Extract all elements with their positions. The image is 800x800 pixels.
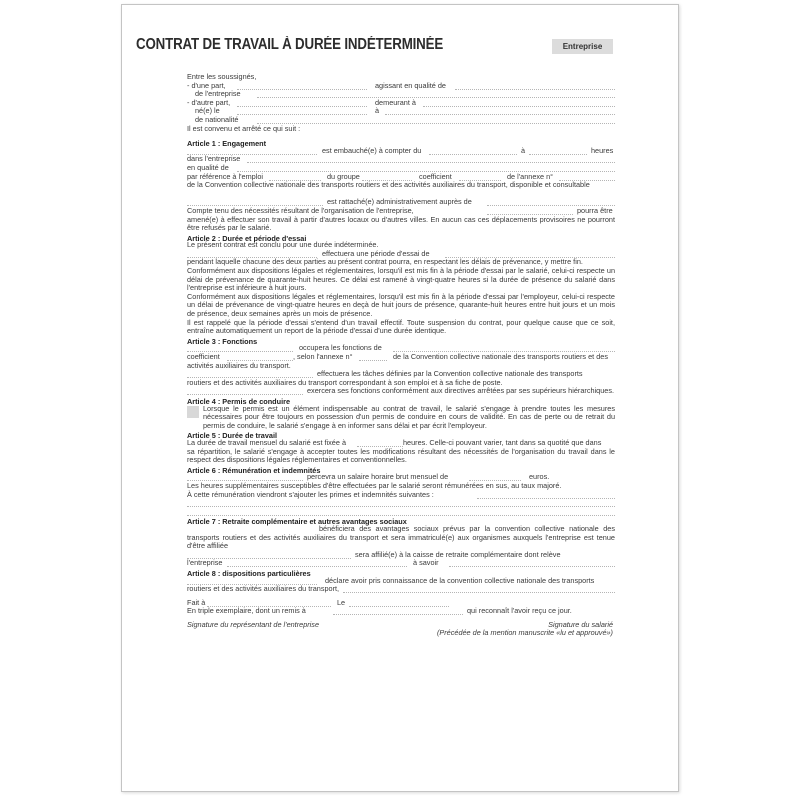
- entreprise-badge: Entreprise: [552, 39, 613, 54]
- agissant-label: agissant en qualité de: [375, 80, 446, 90]
- art1-coef: coefficient: [419, 171, 452, 181]
- art1-ref: par référence à l'emploi: [187, 171, 264, 181]
- art1-entreprise: dans l'entreprise: [187, 154, 241, 164]
- art7-savoir: à savoir: [413, 558, 439, 568]
- art1-title: Article 1 : Engagement: [187, 139, 267, 149]
- art7-sera: sera affilié(e) à la caisse de retraite complémentaire dont relève: [355, 549, 561, 559]
- party2-label: - d'autre part,: [187, 97, 231, 107]
- art1-embauche: est embauché(e) à compter du: [322, 145, 422, 155]
- permis-checkbox[interactable]: [187, 406, 199, 418]
- reconnait-label: qui reconnaît l'avoir reçu ce jour.: [467, 606, 572, 616]
- art6-l3: À cette rémunération viendront s'ajouter les primes et indemnités suivantes :: [187, 489, 434, 499]
- art6-euros: euros.: [529, 472, 550, 482]
- art3-selon: , selon l'annexe n°: [293, 352, 353, 362]
- art8-title: Article 8 : dispositions particulières: [187, 568, 311, 578]
- header: [136, 36, 616, 56]
- art1-groupe: du groupe: [327, 171, 360, 181]
- mention-manuscrite: (Précédée de la mention manuscrite «lu et approuvé»): [436, 628, 613, 638]
- art3-activites: activités auxiliaires du transport.: [187, 360, 291, 370]
- art2-l3: pendant laquelle chacune des deux parties au présent contrat pourra, en respectant les délais de prévenance, y mettre fin.: [187, 257, 583, 267]
- art3-title: Article 3 : Fonctions: [187, 336, 258, 346]
- convenu-text: Il est convenu et arrêté ce qui suit :: [187, 123, 301, 133]
- art2-p2: Conformément aux dispositions légales et réglementaires, lorsqu'il est mis fin à la période d'essai par l'employeur, celui-ci respecte un délai de prévenance de vingt-quatre heures en deçà de huit jours de présence, quarante-huit heures entre huit jours et un mois de présence, deux semaines après un mois de présence.: [187, 291, 615, 319]
- art1-a: à: [521, 145, 526, 155]
- triple-label: En triple exemplaire, dont un remis à: [187, 606, 306, 616]
- art3-effectuera: effectuera les tâches définies par la Convention collective nationale des transports: [317, 369, 583, 379]
- art7-entreprise: l'entreprise: [187, 558, 223, 568]
- art8-l2: routiers et des activités auxiliaires du transport,: [187, 584, 340, 594]
- art1-pourra: pourra être: [577, 205, 613, 215]
- lieu-label: à: [375, 106, 380, 116]
- intro-text: Entre les soussignés,: [187, 72, 257, 81]
- art4-text: Lorsque le permis est un élément indispensable au contrat de travail, le salarié s'engage à prendre toutes les mesures nécessaires pour être toujours en possession d'un permis de conduire en cours de validité. En cas de perte ou de retrait du permis de conduire, le salarié s'engage à en informer sans délai et par écrit l'employeur.: [203, 403, 615, 430]
- page-title: CONTRAT DE TRAVAIL À DURÉE INDÉTERMINÉE: [136, 36, 444, 53]
- art5-l1a: La durée de travail mensuel du salarié est fixée à: [187, 437, 347, 447]
- art1-heures: heures: [591, 145, 614, 155]
- art2-p3: Il est rappelé que la période d'essai s'entend d'un travail effectif. Toute suspension du contrat, pour quelque cause que ce soit, entraîne automatiquement un report de la période d'essai d'une durée identique.: [187, 317, 615, 336]
- nationalite-label: de nationalité: [195, 114, 239, 124]
- art1-qualite: en qualité de: [187, 162, 229, 172]
- art3-exercera: exercera ses fonctions conformément aux directives arrêtées par ses supérieurs hiérarchiques.: [307, 386, 615, 396]
- art3-routiers: routiers et des activités auxiliaires du transport correspondant à son emploi et à sa fiche de poste.: [187, 377, 503, 387]
- contract-body: [187, 73, 615, 638]
- art3-conv: de la Convention collective nationale des transports routiers et des: [393, 352, 608, 362]
- entreprise-label: de l'entreprise: [195, 89, 241, 99]
- le-label: Le: [337, 597, 346, 607]
- art5-title: Article 5 : Durée de travail: [187, 431, 278, 441]
- art1-compte-tenu: Compte tenu des nécessités résultant de l'organisation de l'entreprise,: [187, 205, 414, 215]
- art7-title: Article 7 : Retraite complémentaire et autres avantages sociaux: [187, 517, 407, 527]
- naissance-label: né(e) le: [195, 106, 220, 116]
- art6-l2: Les heures supplémentaires susceptibles d'être effectuées par le salarié seront rémunérées en sus, au taux majoré.: [187, 480, 562, 490]
- art4-title: Article 4 : Permis de conduire: [187, 397, 291, 406]
- art2-l2: effectuera une période d'essai de: [322, 248, 430, 258]
- art1-annexe: de l'annexe n°: [507, 171, 554, 181]
- art3-coef: coefficient: [187, 352, 220, 362]
- signature-entreprise: Signature du représentant de l'entreprise: [187, 619, 320, 629]
- party1-label: - d'une part,: [187, 80, 226, 90]
- art2-title: Article 2 : Durée et période d'essai: [187, 233, 307, 243]
- art7-text: bénéficiera des avantages sociaux prévus par la convention collective nationale des transports routiers et des activités auxiliaires du transport et sera immatriculé(e) aux organismes auxquels l'entreprise est tenue d'être affiliée: [187, 523, 615, 551]
- art3-occupera: occupera les fonctions de: [299, 343, 382, 353]
- art6-l1: percevra un salaire horaire brut mensuel de: [307, 472, 449, 482]
- art5-l1b: heures. Celle-ci pouvant varier, tant dans sa quotité que dans: [403, 437, 602, 447]
- art1-amene: amené(e) à effectuer son travail à partir d'autres locaux ou d'autres villes. En aucun cas ces déplacements provisoires ne pourront être refusés par le salarié.: [187, 214, 615, 233]
- art1-rattache: est rattaché(e) administrativement auprès de: [327, 197, 472, 207]
- art2-l1: Le présent contrat est conclu pour une durée indéterminée.: [187, 240, 379, 250]
- signature-salarie: Signature du salarié: [548, 619, 613, 629]
- art2-p1: Conformément aux dispositions légales et réglementaires, lorsqu'il est mis fin à la période d'essai par le salarié, celui-ci respecte un délai de prévenance de quarante-huit heures. Ce délai est ramené à vingt-quatre heures si la durée de présence du salarié dans l'entreprise est inférieure à huit jours.: [187, 266, 615, 293]
- art1-convention: de la Convention collective nationale des transports routiers et des activités auxiliaires du transport, disponible et consultable: [187, 180, 590, 190]
- art5-text: sa répartition, le salarié s'engage à accepter toutes les modifications résultant des nécessités de l'organisation du travail dans le respect des dispositions légales réglementaires et conventionnelles.: [187, 446, 615, 465]
- demeurant-label: demeurant à: [375, 97, 416, 107]
- fait-label: Fait à: [187, 597, 206, 607]
- art6-title: Article 6 : Rémunération et indemnités: [187, 465, 321, 475]
- art8-l1: déclare avoir pris connaissance de la convention collective nationale des transports: [325, 575, 595, 585]
